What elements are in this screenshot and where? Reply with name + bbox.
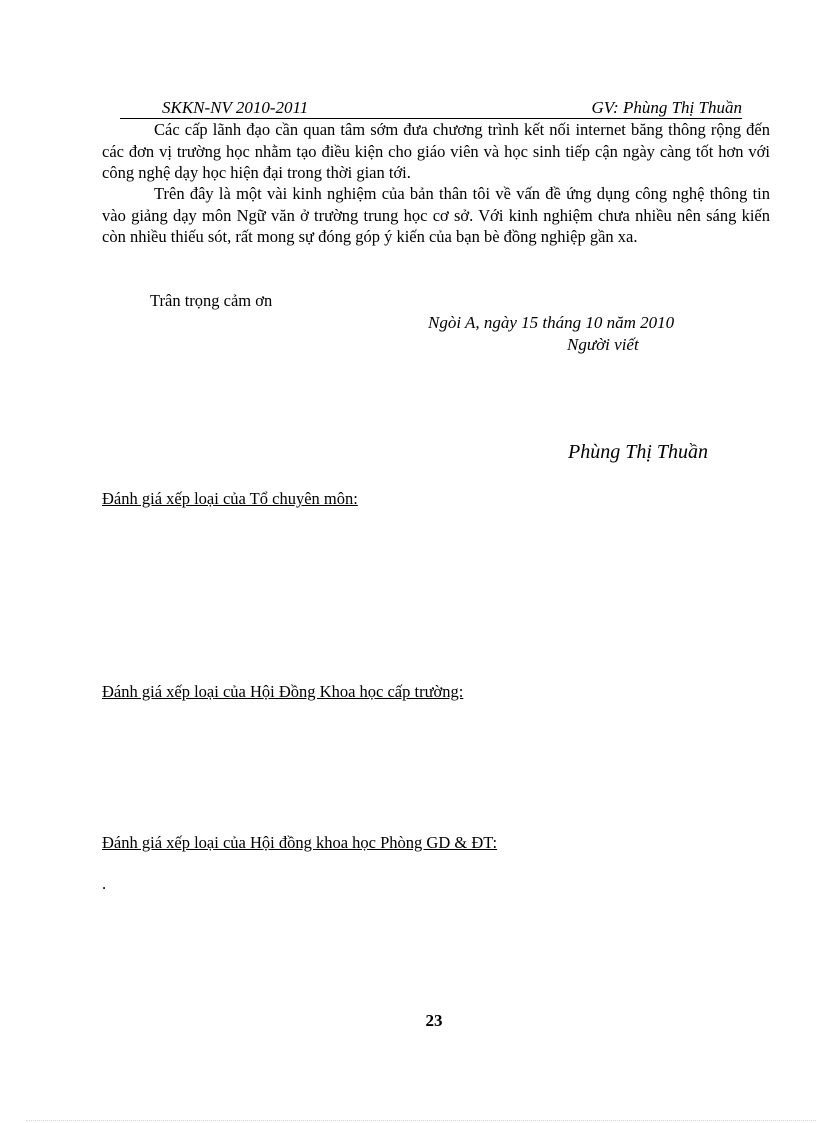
signature-place-date: Ngòi A, ngày 15 tháng 10 năm 2010 (428, 313, 675, 332)
evaluation-department-heading: Đánh giá xếp loại của Tổ chuyên môn: (102, 489, 358, 508)
evaluation-district-council-heading: Đánh giá xếp loại của Hội đồng khoa học Phòng GD & ĐT: (102, 833, 498, 852)
trailing-mark: . (102, 874, 107, 893)
header-author: GV: Phùng Thị Thuần (591, 98, 742, 117)
body-paragraph-1: Các cấp lãnh đạo cần quan tâm sớm đưa chương trình kết nối internet băng thông rộng đến các đơn vị trường học nhằm tạo điều kiện cho giáo viên và học sinh tiếp cận ngày càng tốt hơn với công nghệ dạy học hiện đại trong thời gian tới. (102, 120, 770, 182)
closing-thanks: Trân trọng cảm ơn (150, 291, 273, 310)
page-header (120, 98, 742, 119)
page-number: 23 (425, 1011, 443, 1030)
page-bottom-divider (26, 1120, 816, 1121)
evaluation-school-council-heading: Đánh giá xếp loại của Hội Đồng Khoa học cấp trường: (102, 682, 464, 701)
body-paragraph-2: Trên đây là một vài kinh nghiệm của bản thân tôi về vấn đề ứng dụng công nghệ thông tin vào giảng dạy môn Ngữ văn ở trường trung học cơ sở. Với kinh nghiệm chưa nhiều nên sáng kiến còn nhiều thiếu sót, rất mong sự đóng góp ý kiến của bạn bè đồng nghiệp gần xa. (102, 184, 770, 246)
signature-name: Phùng Thị Thuần (568, 441, 709, 463)
signature-role: Người viết (567, 335, 639, 354)
header-document-code: SKKN-NV 2010-2011 (162, 98, 309, 117)
